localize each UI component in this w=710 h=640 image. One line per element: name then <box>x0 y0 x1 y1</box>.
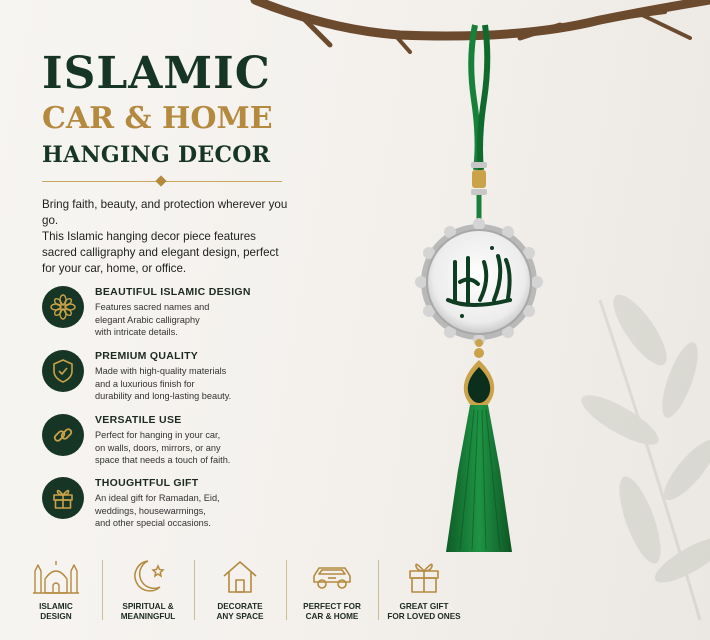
gift-icon <box>406 556 442 596</box>
feature-text: Features sacred names and elegant Arabic calligraphy with intricate details. <box>95 302 210 337</box>
intro-line-1: Bring faith, beauty, and protection wherever you go. <box>42 198 288 227</box>
feature-text: An ideal gift for Ramadan, Eid, weddings, housewarmings, and other special occasions. <box>95 493 220 528</box>
green-tassel <box>446 405 512 552</box>
branch <box>255 0 710 52</box>
bottom-feature-label: DECORATE ANY SPACE <box>216 602 264 621</box>
car-icon <box>310 556 354 596</box>
feature-quality <box>42 350 292 412</box>
bottom-feature-label: PERFECT FOR CAR & HOME <box>303 602 361 621</box>
feature-title: BEAUTIFUL ISLAMIC DESIGN <box>95 286 251 298</box>
feature-text: Made with high-quality materials and a luxurious finish for durability and long-lasting beauty. <box>95 366 232 401</box>
feature-title: VERSATILE USE <box>95 414 182 426</box>
bottom-feature-spiritual <box>102 556 194 626</box>
calligraphy-medallion <box>415 218 543 346</box>
bottom-feature-label: SPIRITUAL & MEANINGFUL <box>120 602 176 621</box>
bottom-feature-car-home <box>286 556 378 626</box>
intro-line-2: This Islamic hanging decor piece features sacred calligraphy and elegant design, perfect for your car, home, or office. <box>42 230 279 275</box>
mosque-icon <box>31 556 81 596</box>
bottom-feature-label: GREAT GIFT FOR LOVED ONES <box>387 602 461 621</box>
intro-text <box>42 197 292 277</box>
feature-versatile <box>42 414 292 476</box>
leaf-shadow <box>575 288 710 620</box>
house-icon <box>221 556 259 596</box>
title-line-1: ISLAMIC <box>42 48 271 99</box>
title-line-3: HANGING DECOR <box>42 142 271 168</box>
feature-title: PREMIUM QUALITY <box>95 350 199 362</box>
gem-pendant <box>464 339 494 410</box>
link-icon <box>42 414 84 456</box>
title-block <box>42 48 282 168</box>
bottom-features <box>10 556 490 626</box>
feature-title: THOUGHTFUL GIFT <box>95 477 199 489</box>
feature-design <box>42 286 292 348</box>
feature-text: Perfect for hanging in your car, on walls, doors, mirrors, or any space that needs a touch of faith. <box>95 430 231 465</box>
bottom-feature-islamic-design <box>10 556 102 626</box>
divider-diamond <box>155 175 166 186</box>
bottom-feature-gift <box>378 556 470 626</box>
gift-icon <box>42 477 84 519</box>
shield-check-icon <box>42 350 84 392</box>
feature-gift <box>42 477 292 539</box>
bottom-feature-label: ISLAMIC DESIGN <box>39 602 73 621</box>
crescent-star-icon <box>128 556 168 596</box>
bottom-feature-decorate <box>194 556 286 626</box>
green-cord <box>471 25 487 228</box>
title-line-2: CAR & HOME <box>42 101 273 136</box>
mandala-icon <box>42 286 84 328</box>
